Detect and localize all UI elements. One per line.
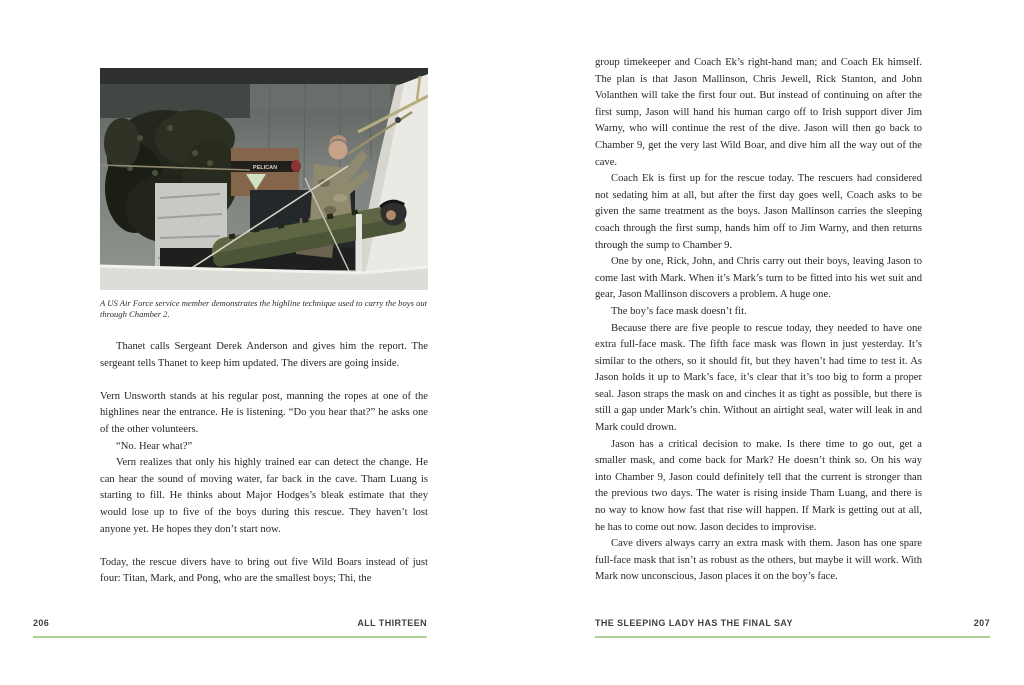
page-number-right: 207 <box>973 618 990 628</box>
body-paragraph: “No. Hear what?” <box>116 440 193 452</box>
body-paragraph: Today, the rescue divers have to bring out five Wild Boars instead of just four: Titan, Mark, and Pong, who are the smallest boys; Thi, the <box>100 556 428 585</box>
rescue-photo <box>100 68 428 290</box>
body-paragraph: Coach Ek is first up for the rescue today. The rescuers had considered not sedating him at all, but after the first day goes well, Coach asks to be given the same treatment as the boys. Jason Mallinson carries the sleeping coach through the first sump, hands him off to Jim Warny, and then returns through the sump to Chamber 9. <box>595 173 922 251</box>
body-paragraph: Thanet calls Sergeant Derek Anderson and gives him the report. The sergeant tells Thanet to keep him updated. The divers are going inside. <box>100 341 428 369</box>
body-paragraph: Because there are five people to rescue today, they needed to have one extra full-face mask. The fifth face mask was flown in just yesterday. It’s similar to the others, so it should fit, but they haven’t had time to test it. As Jason holds it up to Mark’s face, it’s clear that it’s too big to form a proper seal. Jason straps the mask on and cinches it as tight as possible, but there is still a gap under Mark’s chin. Without an airtight seal, water will leak in and Mark could drown. <box>595 322 922 434</box>
red-rope-knob <box>291 160 301 172</box>
page-footer-left <box>33 618 427 638</box>
page-number-left: 206 <box>33 618 50 628</box>
photo-figure <box>100 68 428 320</box>
body-paragraph: group timekeeper and Coach Ek’s right-hand man; and Coach Ek himself. The plan is that Jason Mallinson, Chris Jewell, Rick Stanton, and John Volanthen will take the first four out. But instead of continuing on after the first sump, Jason will hand his human cargo off to Irish support diver Jim Warny, who will continue the rest of the dive. Jason will then go back to Chamber 9, get the very last Wild Boar, and dive him all the way out of the cave. <box>595 57 922 168</box>
page-footer-right <box>595 618 990 638</box>
body-paragraph: Vern realizes that only his highly trained ear can detect the change. He can hear the sound of moving water, far back in the cave. Tham Luang is starting to fill. He thinks about Major Hodges’s bleak estimate that they would lose up to five of the boys during this rescue. They haven’t lost anyone yet. He hopes they don’t start now. <box>100 457 428 535</box>
pelican-box-label: PELICAN <box>252 165 278 171</box>
body-text-right <box>595 55 922 586</box>
body-paragraph: Cave divers always carry an extra mask with them. Jason has one spare full-face mask that isn’t as robust as the others, but maybe it will work. With Mark now unconscious, Jason places it on the boy’s face. <box>595 538 922 583</box>
body-paragraph: Vern Unsworth stands at his regular post, manning the ropes at one of the highlines near the entrance. He is listening. “Do you hear that?” he asks one of the other volunteers. <box>100 390 428 435</box>
running-title-left: ALL THIRTEEN <box>357 618 427 628</box>
body-paragraph: One by one, Rick, John, and Chris carry out their boys, leaving Jason to come last with Mark. When it’s Mark’s turn to be fitted into his wet suit and gear, Jason Mallinson discovers a problem. A huge one. <box>595 256 922 301</box>
photo-caption: A US Air Force service member demonstrates the highline technique used to carry the boys out through Chamber 2. <box>100 298 428 319</box>
pelican-box <box>231 148 299 196</box>
body-paragraph: Jason has a critical decision to make. Is there time to go out, get a smaller mask, and come back for Mark? He doesn’t think so. On his way into Chamber 9, Jason could definitely tell that the current is stronger than the previous two days. The water is rising inside Tham Luang, and there is no way to know how fast that rise will happen. If Mark is getting out at all, he has to come out now. Jason decides to improvise. <box>595 438 922 533</box>
body-text-left <box>100 339 428 588</box>
body-paragraph: The boy’s face mask doesn’t fit. <box>611 305 747 317</box>
running-title-right: THE SLEEPING LADY HAS THE FINAL SAY <box>595 618 793 628</box>
